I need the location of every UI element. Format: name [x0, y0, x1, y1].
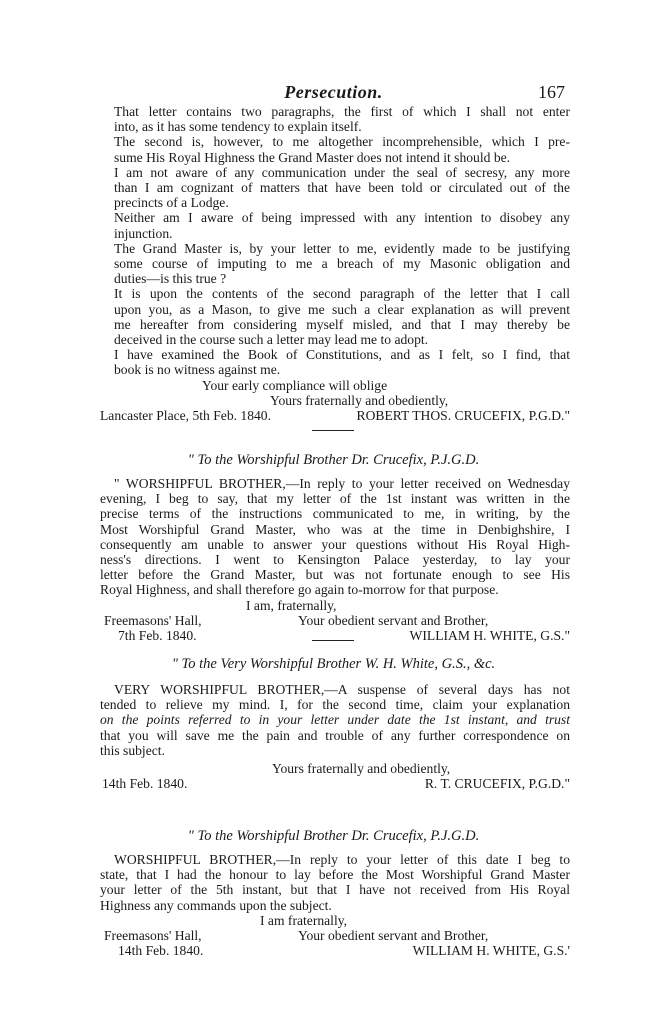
paragraph	[100, 241, 570, 287]
letter-4-body	[100, 852, 570, 958]
signature: WILLIAM H. WHITE, G.S.'	[412, 943, 570, 959]
line: into, as it has some tendency to explain itself.	[114, 119, 362, 135]
signature-row	[100, 613, 570, 628]
line: ness's directions. I went to Kensington Palace yesterday, to lay your	[100, 552, 570, 568]
paragraph	[100, 134, 570, 164]
line: injunction.	[114, 225, 173, 241]
paragraph	[100, 347, 570, 377]
line: tended to relieve my mind. I, for the second time, claim your explanation	[100, 697, 570, 713]
letter-4-heading: " To the Worshipful Brother Dr. Crucefix, P.J.G.D.	[187, 828, 480, 844]
section-rule	[312, 430, 354, 431]
line: state, that I had the honour to lay before the Most Worshipful Grand Master	[100, 867, 570, 883]
place: Freemasons' Hall,	[104, 612, 202, 628]
signature: WILLIAM H. WHITE, G.S."	[409, 628, 570, 644]
line: upon you, as a Mason, to give me such a clear explanation as will prevent	[114, 301, 570, 317]
paragraph	[100, 682, 570, 758]
line: deceived in the course such a letter may lead me to adopt.	[114, 332, 429, 348]
line: book is no witness against me.	[114, 362, 281, 378]
closing-line: Yours fraternally and obediently,	[270, 392, 449, 408]
paragraph	[100, 476, 570, 598]
closing-line: I am fraternally,	[260, 912, 348, 928]
running-head-title: Persecution.	[284, 82, 383, 102]
line: VERY WORSHIPFUL BROTHER,—A suspense of several days has not	[114, 682, 570, 697]
closing-line: Yours fraternally and obediently,	[272, 761, 451, 777]
line: WORSHIPFUL BROTHER,—In reply to your letter of this date I beg to	[114, 852, 570, 867]
line: letter before the Grand Master, but was not fortunate enough to see His	[100, 567, 570, 583]
section-rule	[312, 640, 354, 641]
signature: ROBERT THOS. CRUCEFIX, P.G.D."	[356, 408, 570, 424]
date: 14th Feb. 1840.	[102, 776, 188, 792]
line: me hereafter from considering myself misled, and that I may thereby be	[114, 316, 570, 332]
line: Most Worshipful Grand Master, who was at the time in Denbighshire, I	[100, 521, 570, 537]
line: evening, I beg to say, that my letter of the 1st instant was written in the	[100, 491, 570, 507]
line: your letter of the 5th instant, but that I have not received from His Royal	[100, 882, 570, 898]
signature-row	[100, 776, 570, 791]
line: Neither am I aware of being impressed with any intention to disobey any	[114, 210, 570, 226]
line: Highness any commands upon the subject.	[100, 897, 332, 913]
line: on the points referred to in your letter under date the 1st instant, and trust	[100, 712, 570, 728]
line: this subject.	[100, 742, 165, 758]
line: duties—is this true ?	[114, 271, 227, 287]
line: " WORSHIPFUL BROTHER,—In reply to your letter received on Wednesday	[114, 476, 570, 491]
line: that you will save me the pain and trouble of any further correspondence on	[100, 727, 570, 743]
line: I am not aware of any communication under the seal of secresy, any more	[114, 164, 570, 180]
letter-2-heading: " To the Worshipful Brother Dr. Crucefix, P.J.G.D.	[187, 452, 480, 468]
page-number: 167	[538, 82, 565, 102]
paragraph	[100, 286, 570, 347]
letter-3-heading: " To the Very Worshipful Brother W. H. White, G.S., &c.	[171, 656, 496, 672]
paragraph	[100, 852, 570, 913]
line: some course of imputing to me a breach of my Masonic obligation and	[114, 256, 570, 272]
letter-3-body	[100, 682, 570, 791]
line: consequently am unable to answer your questions without His Royal High-	[100, 536, 570, 552]
line: precise terms of the instructions communicated to me, in writing, by the	[100, 506, 570, 522]
line: That letter contains two paragraphs, the first of which I shall not enter	[114, 104, 570, 119]
paragraph	[100, 104, 570, 134]
line: The Grand Master is, by your letter to me, evidently made to be justifying	[114, 240, 570, 256]
line: sume His Royal Highness the Grand Master does not intend it should be.	[114, 149, 511, 165]
signature-row	[100, 928, 570, 943]
paragraph	[100, 210, 570, 240]
letter-1-body	[100, 104, 570, 423]
place-date: Lancaster Place, 5th Feb. 1840.	[100, 408, 272, 424]
place: Freemasons' Hall,	[104, 928, 202, 944]
letter-2-body	[100, 476, 570, 643]
line: Royal Highness, and shall therefore go again to-morrow for that purpose.	[100, 582, 499, 598]
line: than I am cognizant of matters that have been told or circulated out of the	[114, 180, 570, 196]
closing-line: Your early compliance will oblige	[202, 377, 388, 393]
line: The second is, however, to me altogether incomprehensible, which I pre-	[114, 134, 570, 150]
date: 14th Feb. 1840.	[118, 943, 204, 959]
line: precincts of a Lodge.	[114, 195, 229, 211]
signature: R. T. CRUCEFIX, P.G.D."	[424, 776, 570, 792]
closing-line: I am, fraternally,	[246, 597, 337, 613]
signature-row	[100, 943, 570, 958]
signature-row	[100, 408, 570, 423]
paragraph	[100, 165, 570, 211]
line: It is upon the contents of the second paragraph of the letter that I call	[114, 286, 570, 302]
closing-line: Your obedient servant and Brother,	[298, 612, 489, 628]
date: 7th Feb. 1840.	[118, 628, 197, 644]
closing-line: Your obedient servant and Brother,	[298, 928, 489, 944]
line: I have examined the Book of Constitutions, and as I felt, so I find, that	[114, 347, 570, 363]
